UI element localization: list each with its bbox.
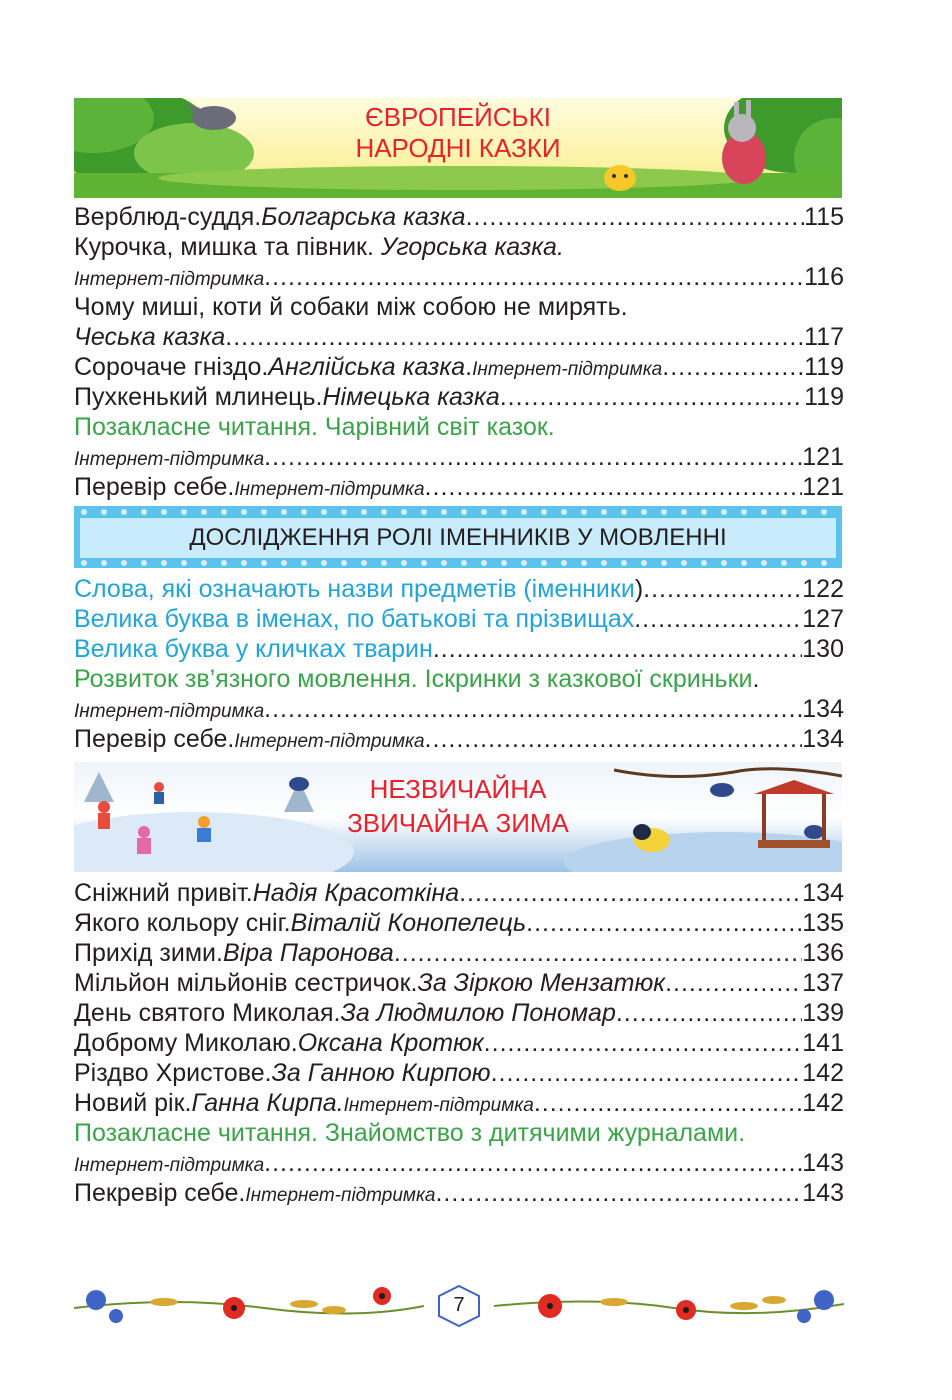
toc-entry[interactable]: Велика буква у кличках тварин ..... 130 bbox=[74, 634, 844, 664]
toc-entry[interactable]: Курочка, мишка та півник. Угорська казка. bbox=[74, 233, 564, 261]
toc-entry[interactable]: Сорочаче гніздо. Англійська казка . Інтернет-підтримка ..... 119 bbox=[74, 352, 844, 382]
toc-entry[interactable]: День святого Миколая. За Людмилою Пономар ..... 139 bbox=[74, 998, 844, 1028]
page-number: 115 bbox=[804, 203, 844, 231]
page-number: 142 bbox=[802, 1089, 844, 1117]
toc-section-nouns bbox=[74, 574, 844, 754]
toc-entry-self-check[interactable]: Пекревір себе. Інтернет-підтримка ..... 143 bbox=[74, 1178, 844, 1208]
page-number: 143 bbox=[802, 1149, 844, 1177]
toc-entry[interactable]: Мільйон мільйонів сестричок. За Зіркою Мензатюк ..... 137 bbox=[74, 968, 844, 998]
page-number: 136 bbox=[802, 939, 844, 967]
toc-entry[interactable]: Чому миші, коти й собаки між собою не мирять. bbox=[74, 293, 628, 321]
toc-entry[interactable]: Різдво Христове. За Ганною Кирпою ..... 142 bbox=[74, 1058, 844, 1088]
section-title: ДОСЛІДЖЕННЯ РОЛІ ІМЕННИКІВ У МОВЛЕННІ bbox=[80, 518, 836, 558]
page-number: 139 bbox=[802, 999, 844, 1027]
banner-european-tales bbox=[74, 98, 842, 198]
toc-entry[interactable]: Слова, які означають назви предметів (іменники ) ..... 122 bbox=[74, 574, 844, 604]
toc-entry[interactable]: Новий рік. Ганна Кирпа. Інтернет-підтримка ..... 142 bbox=[74, 1088, 844, 1118]
banner-winter bbox=[74, 762, 842, 872]
footer-ornament bbox=[74, 1276, 844, 1336]
page-number: 142 bbox=[802, 1059, 844, 1087]
page-number: 119 bbox=[804, 383, 844, 411]
toc-entry[interactable]: Верблюд-суддя. Болгарська казка ..... 115 bbox=[74, 202, 844, 232]
page-number: 121 bbox=[802, 473, 844, 501]
toc-section-winter bbox=[74, 878, 844, 1208]
toc-entry[interactable]: Сніжний привіт. Надія Красоткіна ..... 134 bbox=[74, 878, 844, 908]
toc-entry-continuation[interactable]: Чеська казка ..... 117 bbox=[74, 322, 844, 352]
toc-entry-continuation[interactable]: Інтернет-підтримка ..... 121 bbox=[74, 442, 844, 472]
page-number: 143 bbox=[802, 1179, 844, 1207]
toc-entry[interactable]: Доброму Миколаю. Оксана Кротюк ..... 141 bbox=[74, 1028, 844, 1058]
page-number: 134 bbox=[802, 695, 844, 723]
page-number: 121 bbox=[802, 443, 844, 471]
toc-entry-speech-development[interactable]: Розвиток зв’язного мовлення. Іскринки з казкової скриньки. bbox=[74, 665, 760, 693]
toc-entry[interactable]: Велика буква в іменах, по батькові та прізвищах ..... 127 bbox=[74, 604, 844, 634]
toc-entry[interactable]: Якого кольору сніг. Віталій Конопелець ..... 135 bbox=[74, 908, 844, 938]
toc-entry-extracurricular[interactable]: Позакласне читання. Чарівний світ казок. bbox=[74, 413, 555, 441]
page-number: 141 bbox=[802, 1029, 844, 1057]
page-number: 117 bbox=[804, 323, 844, 351]
page-number: 122 bbox=[802, 575, 844, 603]
toc-entry-self-check[interactable]: Перевір себе. Інтернет-підтримка ..... 134 bbox=[74, 724, 844, 754]
toc-entry-continuation[interactable]: Інтернет-підтримка ..... 134 bbox=[74, 694, 844, 724]
page-number: 134 bbox=[802, 725, 844, 753]
toc-entry-continuation[interactable]: Інтернет-підтримка ..... 116 bbox=[74, 262, 844, 292]
page-number: 137 bbox=[802, 969, 844, 997]
section-title-line2: ЗВИЧАЙНА ЗИМА bbox=[347, 808, 569, 838]
page-number: 135 bbox=[802, 909, 844, 937]
page-number: 127 bbox=[802, 605, 844, 633]
page-number: 130 bbox=[802, 635, 844, 663]
section-title-line2: НАРОДНІ КАЗКИ bbox=[355, 133, 561, 163]
page-number: 119 bbox=[804, 353, 844, 381]
toc-entry-continuation[interactable]: Інтернет-підтримка ..... 143 bbox=[74, 1148, 844, 1178]
section-title-line1: НЕЗВИЧАЙНА bbox=[369, 774, 547, 804]
page-number: 116 bbox=[804, 263, 844, 291]
toc-entry[interactable]: Прихід зими. Віра Паронова ..... 136 bbox=[74, 938, 844, 968]
banner-nouns bbox=[74, 506, 842, 568]
toc-entry[interactable]: Пухкенький млинець. Німецька казка ..... 119 bbox=[74, 382, 844, 412]
section-title-line1: ЄВРОПЕЙСЬКІ bbox=[365, 102, 551, 132]
toc-section-european bbox=[74, 202, 844, 502]
toc-entry-extracurricular[interactable]: Позакласне читання. Знайомство з дитячими журналами. bbox=[74, 1119, 746, 1147]
page-number: 134 bbox=[802, 879, 844, 907]
toc-entry-self-check[interactable]: Перевір себе. Інтернет-підтримка ..... 121 bbox=[74, 472, 844, 502]
page-number-footer: 7 bbox=[453, 1294, 465, 1316]
